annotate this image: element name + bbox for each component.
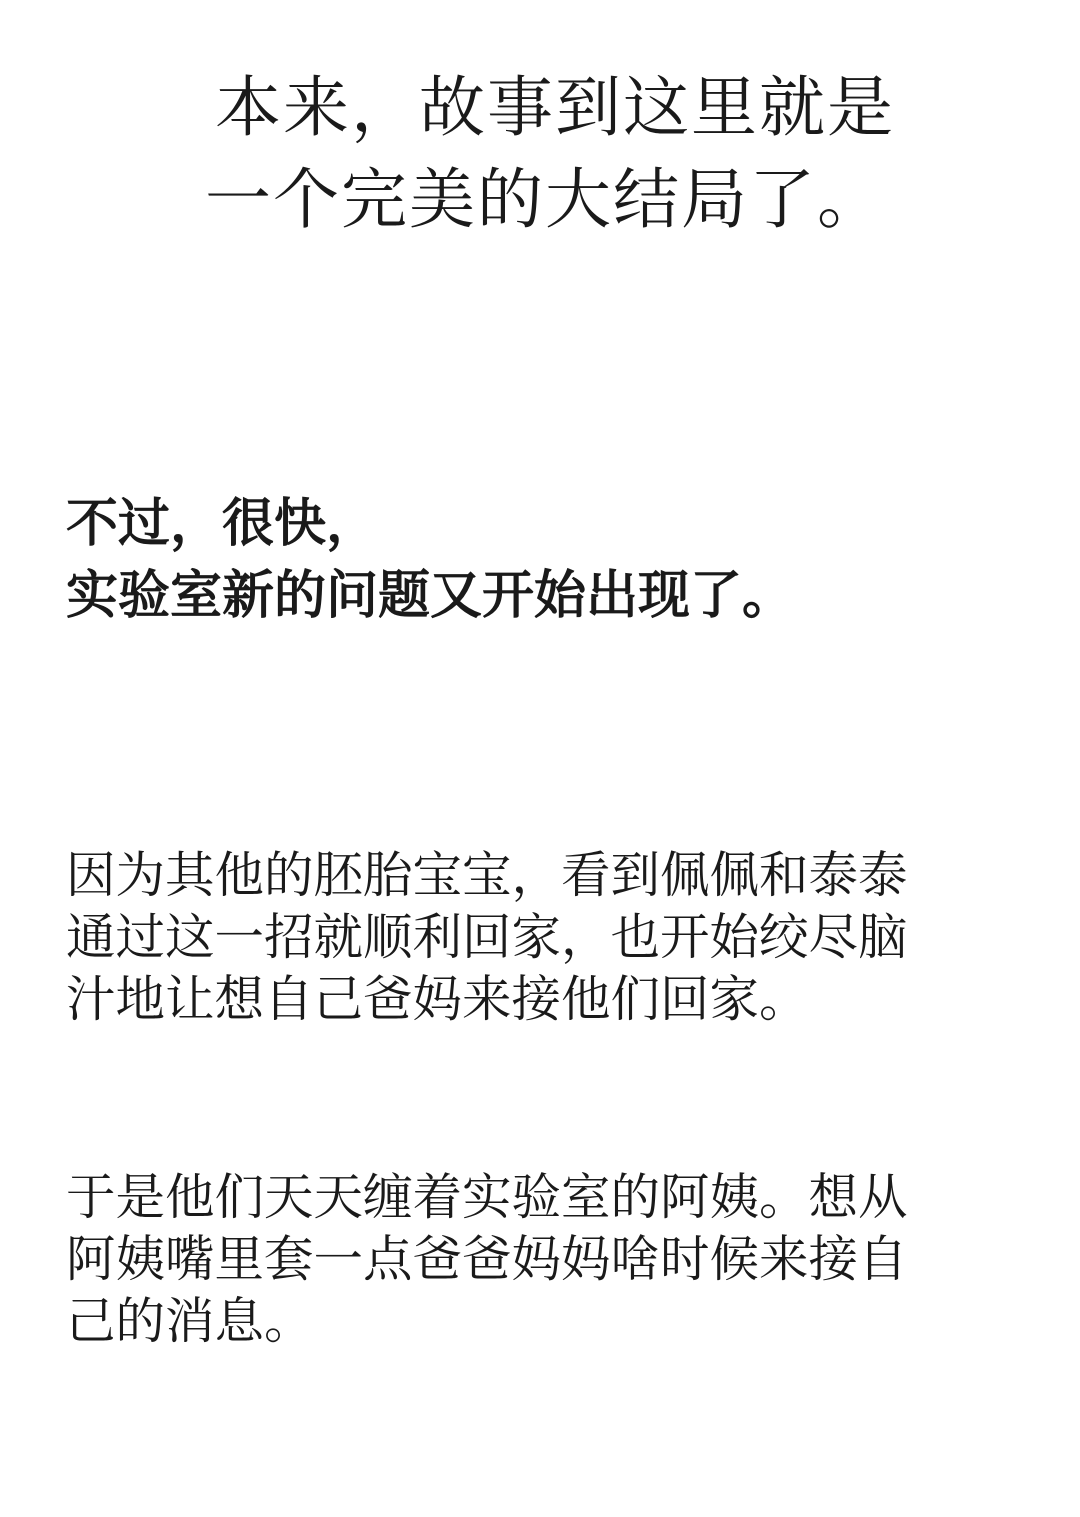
heading-line: 本来，故事到这里就是 <box>215 69 895 146</box>
paragraph-line: 通过这一招就顺利回家，也开始绞尽脑 <box>66 908 908 966</box>
story-paragraph <box>66 1166 1026 1352</box>
subheading-line: 实验室新的问题又开始出现了。 <box>66 566 795 626</box>
heading-line: 一个完美的大结局了。 <box>205 161 885 238</box>
paragraph-line: 己的消息。 <box>66 1292 314 1350</box>
paragraph-line: 因为其他的胚胎宝宝，看到佩佩和泰泰 <box>66 846 908 904</box>
story-heading <box>0 62 1080 246</box>
subheading-line: 不过，很快， <box>66 494 379 554</box>
paragraph-line: 阿姨嘴里套一点爸爸妈妈啥时候来接自 <box>66 1230 908 1288</box>
story-paragraph <box>66 844 1026 1030</box>
paragraph-line: 于是他们天天缠着实验室的阿姨。想从 <box>66 1168 908 1226</box>
paragraph-line: 汁地让想自己爸妈来接他们回家。 <box>66 970 809 1028</box>
story-subheading <box>66 488 794 632</box>
